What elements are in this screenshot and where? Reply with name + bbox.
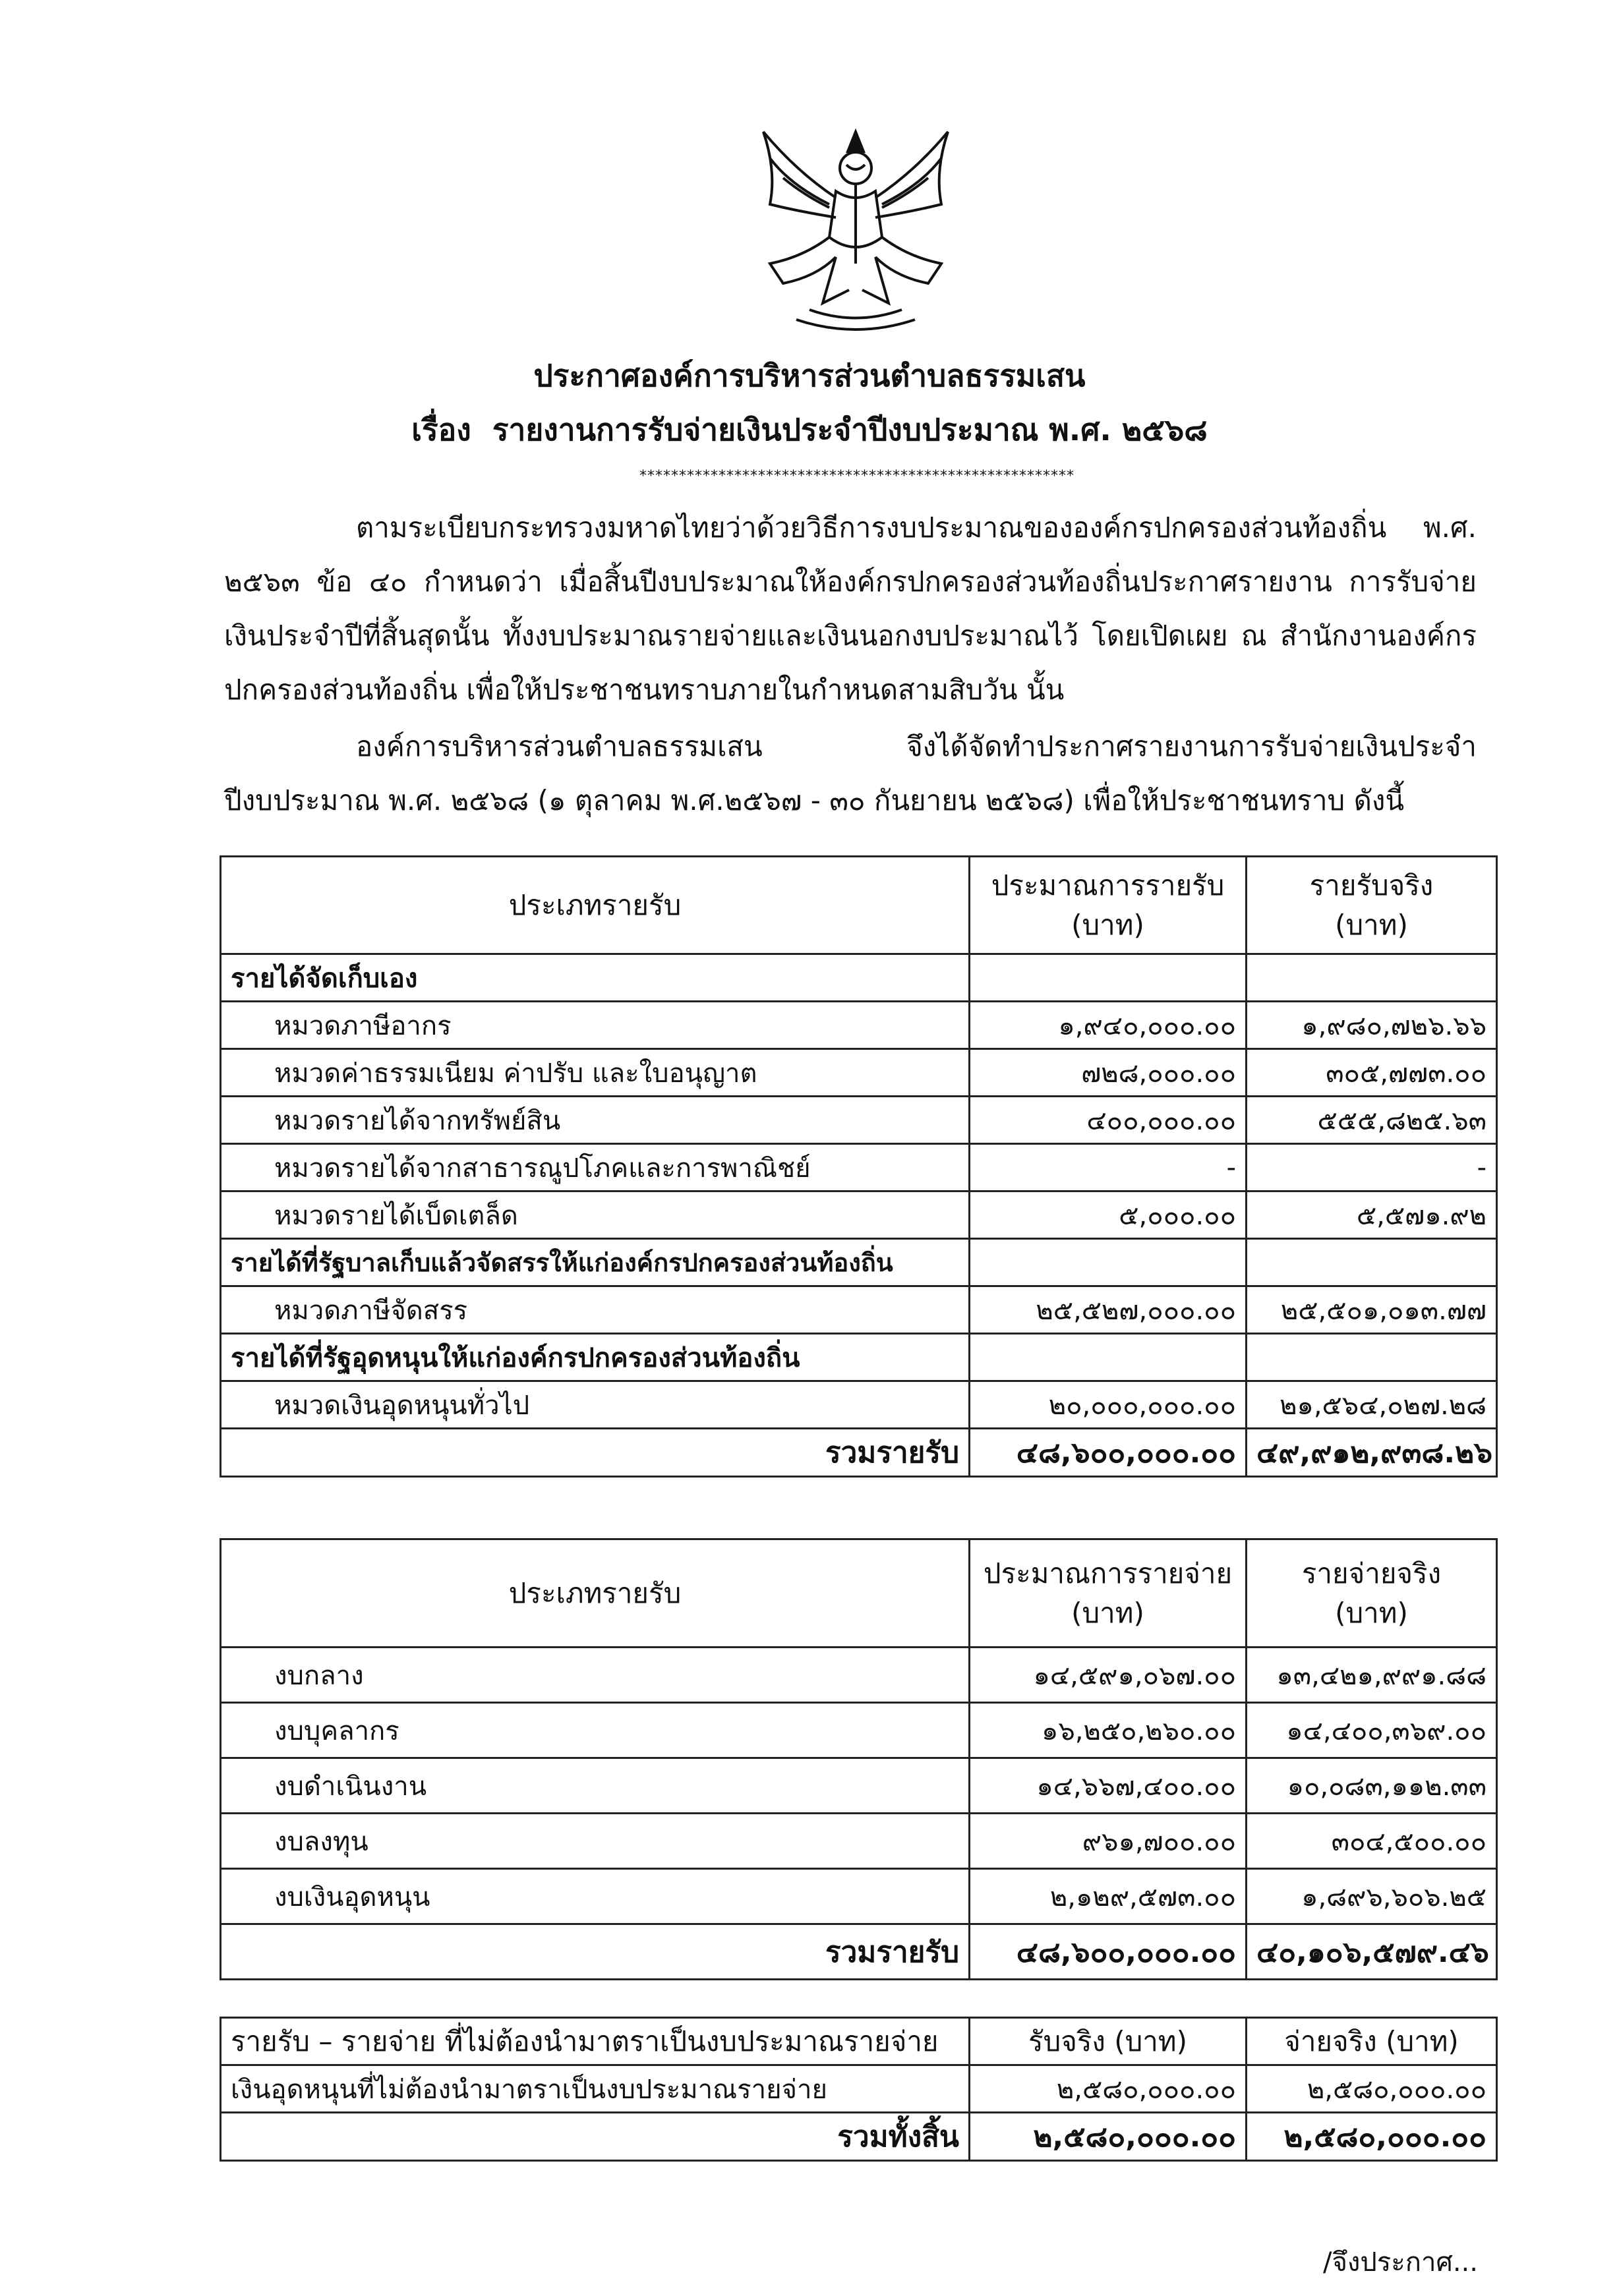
table-row	[221, 1814, 1497, 1869]
row-actual: ๑,๘๙๖,๖๐๖.๒๕	[1247, 1869, 1497, 1924]
row-label: หมวดภาษีอากร	[221, 1002, 970, 1049]
row-received: ๒,๕๘๐,๐๐๐.๐๐	[970, 2065, 1247, 2113]
announcement-title: ประกาศองค์การบริหารส่วนตำบลธรรมเสน	[533, 358, 1086, 393]
row-label: งบดำเนินงาน	[221, 1758, 970, 1814]
group-label: รายได้จัดเก็บเอง	[221, 954, 970, 1002]
row-estimate: ๙๖๑,๗๐๐.๐๐	[970, 1814, 1247, 1869]
row-label: เงินอุดหนุนที่ไม่ต้องนำมาตราเป็นงบประมาณรายจ่าย	[221, 2065, 970, 2113]
row-label: งบลงทุน	[221, 1814, 970, 1869]
header-nonbudget-type: รายรับ – รายจ่าย ที่ไม่ต้องนำมาตราเป็นงบประมาณรายจ่าย	[221, 2018, 970, 2065]
row-label: หมวดรายได้จากทรัพย์สิน	[221, 1097, 970, 1144]
row-actual: -	[1247, 1144, 1497, 1191]
row-estimate: ๗๒๘,๐๐๐.๐๐	[970, 1049, 1247, 1097]
row-estimate: ๑๔,๕๙๑,๐๖๗.๐๐	[970, 1648, 1247, 1703]
total-row	[221, 1924, 1497, 1980]
table-row	[221, 1191, 1497, 1239]
total-label: รวมรายรับ	[221, 1429, 970, 1477]
continue-marker: /จึงประกาศ...	[1322, 2247, 1478, 2278]
header-received: รับจริง (บาท)	[970, 2018, 1247, 2065]
group-row	[221, 1334, 1497, 1381]
expense-header-row	[221, 1539, 1497, 1648]
row-actual: ๕๕๕,๘๒๕.๖๓	[1247, 1097, 1497, 1144]
row-label: งบเงินอุดหนุน	[221, 1869, 970, 1924]
row-actual: ๓๐๔,๕๐๐.๐๐	[1247, 1814, 1497, 1869]
row-estimate: ๒๐,๐๐๐,๐๐๐.๐๐	[970, 1381, 1247, 1429]
row-label: งบบุคลากร	[221, 1703, 970, 1758]
income-header-row	[221, 857, 1497, 954]
subject-text: รายงานการรับจ่ายเงินประจำปีงบประมาณ พ.ศ. ๒๕๖๘	[492, 412, 1208, 447]
row-label: หมวดรายได้จากสาธารณูปโภคและการพาณิชย์	[221, 1144, 970, 1191]
paragraph-announcement: องค์การบริหารส่วนตำบลธรรมเสน จึงได้จัดทำประกาศรายงานการรับจ่ายเงินประจำปีงบประมาณ พ.ศ. ๒๕๖๘ (๑ ตุลาคม พ.ศ.๒๕๖๗ - ๓๐ กันยายน ๒๕๖๘) เพื่อให้ประชาชนทราบ ดังนี้	[224, 730, 1477, 817]
garuda-emblem	[730, 119, 981, 336]
row-estimate: ๑๔,๖๖๗,๔๐๐.๐๐	[970, 1758, 1247, 1814]
nonbudget-header-row	[221, 2018, 1497, 2065]
subject-label: เรื่อง	[411, 412, 471, 447]
total-estimate: ๔๘,๖๐๐,๐๐๐.๐๐	[970, 1924, 1247, 1980]
asterisk-divider: *******************************************************	[639, 468, 1074, 484]
table-row	[221, 1144, 1497, 1191]
header-expense-type: ประเภทรายรับ	[221, 1539, 970, 1648]
header-expense-actual: รายจ่ายจริง (บาท)	[1247, 1539, 1497, 1648]
total-label: รวมทั้งสิ้น	[221, 2113, 970, 2161]
table-row	[221, 1648, 1497, 1703]
table-row	[221, 1002, 1497, 1049]
row-estimate: ๑,๙๔๐,๐๐๐.๐๐	[970, 1002, 1247, 1049]
total-label: รวมรายรับ	[221, 1924, 970, 1980]
row-label: หมวดเงินอุดหนุนทั่วไป	[221, 1381, 970, 1429]
total-row	[221, 1429, 1497, 1477]
table-row	[221, 2065, 1497, 2113]
row-paid: ๒,๕๘๐,๐๐๐.๐๐	[1247, 2065, 1497, 2113]
row-estimate: ๒,๑๒๙,๕๗๓.๐๐	[970, 1869, 1247, 1924]
row-actual: ๑๔,๔๐๐,๓๖๙.๐๐	[1247, 1703, 1497, 1758]
table-row	[221, 1381, 1497, 1429]
header-income-type: ประเภทรายรับ	[221, 857, 970, 954]
header-expense-estimate: ประมาณการรายจ่าย (บาท)	[970, 1539, 1247, 1648]
row-actual: ๕,๕๗๑.๙๒	[1247, 1191, 1497, 1239]
expense-table	[220, 1538, 1498, 1980]
table-row	[221, 1097, 1497, 1144]
total-estimate: ๔๘,๖๐๐,๐๐๐.๐๐	[970, 1429, 1247, 1477]
row-estimate: ๒๕,๕๒๗,๐๐๐.๐๐	[970, 1286, 1247, 1334]
table-row	[221, 1286, 1497, 1334]
table-row	[221, 1049, 1497, 1097]
table-row	[221, 1758, 1497, 1814]
total-received: ๒,๕๘๐,๐๐๐.๐๐	[970, 2113, 1247, 2161]
total-paid: ๒,๕๘๐,๐๐๐.๐๐	[1247, 2113, 1497, 2161]
table-row	[221, 1869, 1497, 1924]
row-label: หมวดรายได้เบ็ดเตล็ด	[221, 1191, 970, 1239]
header-income-estimate: ประมาณการรายรับ (บาท)	[970, 857, 1247, 954]
group-row	[221, 954, 1497, 1002]
group-row	[221, 1239, 1497, 1286]
row-estimate: ๕,๐๐๐.๐๐	[970, 1191, 1247, 1239]
paragraph-regulation: ตามระเบียบกระทรวงมหาดไทยว่าด้วยวิธีการงบประมาณขององค์กรปกครองส่วนท้องถิ่น พ.ศ. ๒๕๖๓ ข้อ ๔๐ กำหนดว่า เมื่อสิ้นปีงบประมาณให้องค์กรปกครองส่วนท้องถิ่นประกาศรายงาน การรับจ่ายเงินประจำปีที่สิ้นสุดนั้น ทั้งงบประมาณรายจ่ายและเงินนอกงบประมาณไว้ โดยเปิดเผย ณ สำนักงานองค์กรปกครองส่วนท้องถิ่น เพื่อให้ประชาชนทราบภายในกำหนดสามสิบวัน นั้น	[224, 511, 1477, 706]
row-label: งบกลาง	[221, 1648, 970, 1703]
announcement-subject	[0, 410, 1619, 449]
income-table	[220, 855, 1498, 1478]
row-actual: ๒๑,๕๖๔,๐๒๗.๒๘	[1247, 1381, 1497, 1429]
row-actual: ๑๓,๔๒๑,๙๙๑.๘๘	[1247, 1648, 1497, 1703]
row-actual: ๑๐,๐๘๓,๑๑๒.๓๓	[1247, 1758, 1497, 1814]
header-income-actual: รายรับจริง (บาท)	[1247, 857, 1497, 954]
row-label: หมวดค่าธรรมเนียม ค่าปรับ และใบอนุญาต	[221, 1049, 970, 1097]
row-estimate: -	[970, 1144, 1247, 1191]
row-actual: ๑,๙๘๐,๗๒๖.๖๖	[1247, 1002, 1497, 1049]
total-actual: ๔๐,๑๐๖,๕๗๙.๔๖	[1247, 1924, 1497, 1980]
total-row	[221, 2113, 1497, 2161]
header-paid: จ่ายจริง (บาท)	[1247, 2018, 1497, 2065]
row-actual: ๒๕,๕๐๑,๐๑๓.๗๗	[1247, 1286, 1497, 1334]
row-label: หมวดภาษีจัดสรร	[221, 1286, 970, 1334]
row-estimate: ๔๐๐,๐๐๐.๐๐	[970, 1097, 1247, 1144]
group-label: รายได้ที่รัฐอุดหนุนให้แก่องค์กรปกครองส่วนท้องถิ่น	[221, 1334, 970, 1381]
total-actual: ๔๙,๙๑๒,๙๓๘.๒๖	[1247, 1429, 1497, 1477]
row-estimate: ๑๖,๒๕๐,๒๖๐.๐๐	[970, 1703, 1247, 1758]
table-row	[221, 1703, 1497, 1758]
group-label: รายได้ที่รัฐบาลเก็บแล้วจัดสรรให้แก่องค์กรปกครองส่วนท้องถิ่น	[221, 1239, 970, 1286]
row-actual: ๓๐๕,๗๗๓.๐๐	[1247, 1049, 1497, 1097]
nonbudget-table	[220, 2017, 1498, 2162]
